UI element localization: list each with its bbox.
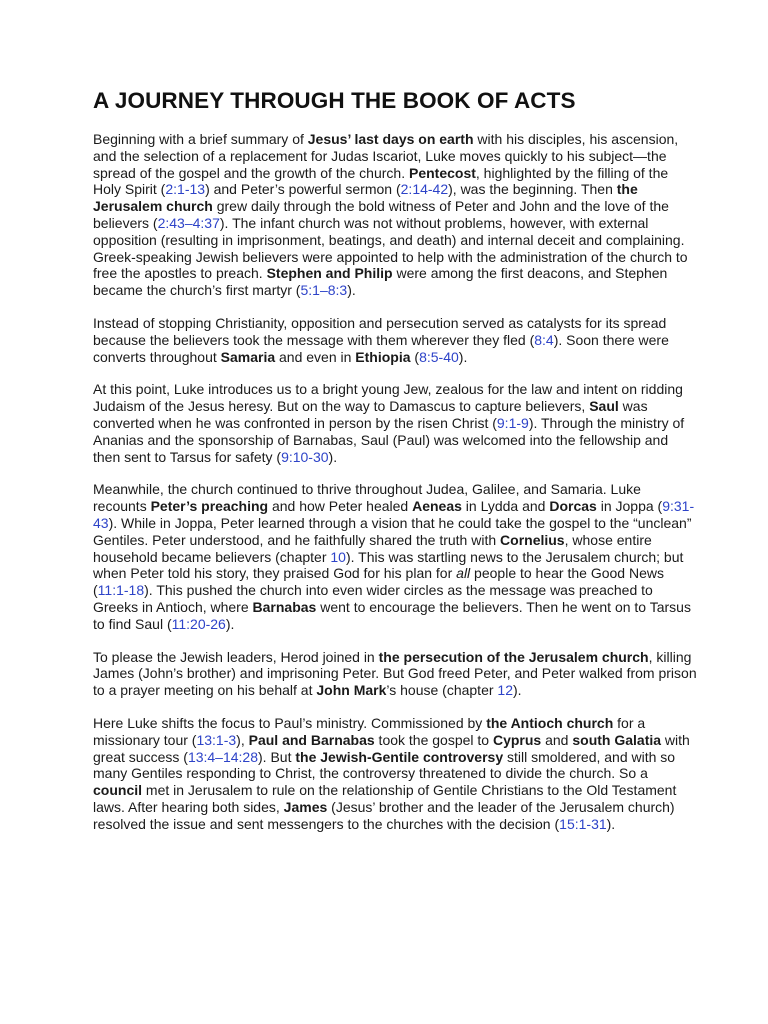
- bold-phrase: John Mark: [316, 682, 387, 699]
- paragraph: [93, 315, 698, 365]
- bold-phrase: Peter’s preaching: [150, 498, 269, 515]
- bold-phrase: Aeneas: [412, 498, 462, 515]
- paragraph-text: grew daily through the bold witness of Peter and John and the love of the believers (: [93, 198, 669, 231]
- paragraph-text: ). Through the ministry of Ananias and the sponsorship of Barnabas, Saul (Paul) was welcomed into the fellowship and then sent to Tarsus for safety (: [93, 414, 685, 465]
- paragraph: [93, 381, 698, 465]
- paragraph-text: was converted when he was confronted in person by the risen Christ (: [93, 398, 648, 431]
- bold-phrase: Cyprus: [492, 731, 542, 748]
- bold-phrase: Pentecost: [408, 164, 476, 181]
- bold-phrase: the Jerusalem church: [93, 181, 638, 215]
- paragraph-text: , highlighted by the filling of the Holy Spirit (: [93, 164, 669, 198]
- paragraph-text: , whose entire household became believers (chapter: [93, 531, 652, 565]
- paragraph-text: Meanwhile, the church continued to thrive throughout Judea, Galilee, and Samaria. Luke recounts: [93, 481, 641, 515]
- paragraph-text: ).: [225, 615, 235, 632]
- scripture-reference-link[interactable]: 5:1–8:3: [300, 282, 348, 299]
- paragraph-text: and even in: [275, 348, 356, 365]
- bold-phrase: Barnabas: [252, 598, 317, 615]
- scripture-reference-link[interactable]: 9:1-9: [496, 414, 529, 431]
- paragraph-text: ’s house (chapter: [386, 682, 498, 699]
- italic-phrase: all: [456, 565, 471, 582]
- scripture-reference-link[interactable]: 9:31-43: [93, 498, 695, 531]
- scripture-reference-link[interactable]: 15:1-31: [559, 815, 607, 832]
- scripture-reference-link[interactable]: 8:4: [534, 331, 554, 348]
- paragraph-text: ). Soon there were converts throughout: [93, 331, 669, 365]
- paragraph-text: ).: [512, 682, 522, 699]
- paragraph: [93, 481, 698, 632]
- paragraph-text: in Joppa (: [596, 498, 663, 515]
- paragraph-text: met in Jerusalem to rule on the relationship of Gentile Christians to the Old Testament laws. After hearing both sides,: [93, 782, 677, 815]
- paragraph: [93, 715, 698, 833]
- scripture-reference-link[interactable]: 13:1-3: [196, 731, 237, 748]
- paragraph: [93, 649, 698, 699]
- paragraph-text: Instead of stopping Christianity, opposition and persecution served as catalysts for its spread because the believers took the message with them wherever they fled (: [93, 314, 667, 348]
- scripture-reference-link[interactable]: 11:1-18: [97, 582, 145, 599]
- paragraph-text: ), was the beginning. Then: [448, 181, 617, 198]
- paragraph-text: ).: [328, 448, 338, 465]
- scripture-reference-link[interactable]: 2:43–4:37: [157, 214, 220, 231]
- paragraph: [93, 131, 698, 299]
- scripture-reference-link[interactable]: 10: [330, 548, 346, 565]
- scripture-reference-link[interactable]: 8:5-40: [419, 348, 459, 365]
- bold-phrase: Saul: [589, 398, 619, 415]
- paragraph-text: people to hear the Good News (: [93, 565, 664, 599]
- document-body: [93, 131, 698, 832]
- bold-phrase: Cornelius: [500, 531, 565, 548]
- bold-phrase: Stephen and Philip: [266, 265, 393, 282]
- paragraph-text: Here Luke shifts the focus to Paul’s ministry. Commissioned by: [93, 714, 487, 731]
- paragraph-text: were among the first deacons, and Stephen became the church’s first martyr (: [93, 265, 668, 299]
- scripture-reference-link[interactable]: 2:14-42: [400, 181, 449, 198]
- paragraph-text: (: [410, 348, 420, 365]
- bold-phrase: council: [93, 782, 143, 799]
- paragraph-text: ).: [347, 282, 356, 299]
- bold-phrase: the Jewish-Gentile controversy: [295, 748, 504, 765]
- paragraph-text: ) and Peter’s powerful sermon (: [205, 181, 401, 198]
- scripture-reference-link[interactable]: 12: [497, 682, 513, 699]
- paragraph-text: and: [541, 731, 573, 748]
- paragraph-text: with great success (: [93, 731, 690, 765]
- bold-phrase: south Galatia: [572, 731, 662, 748]
- paragraph-text: in Lydda and: [461, 498, 550, 515]
- bold-phrase: Ethiopia: [355, 348, 411, 365]
- paragraph-text: ). But: [258, 748, 296, 765]
- paragraph-text: with his disciples, his ascension, and the selection of a replacement for Judas Iscariot, Luke moves quickly to his subject—the spread of the gospel and the growth of the church.: [93, 131, 679, 181]
- paragraph-text: ).: [606, 815, 616, 832]
- page-title: A JOURNEY THROUGH THE BOOK OF ACTS: [93, 88, 576, 113]
- paragraph-text: (Jesus’ brother and the leader of the Jerusalem church) resolved the issue and sent messengers to the churches with the decision (: [93, 798, 675, 832]
- bold-phrase: Samaria: [220, 348, 276, 365]
- paragraph-text: At this point, Luke introduces us to a bright young Jew, zealous for the law and intent on ridding Judaism of the Jesus heresy. But on the way to Damascus to capture believers,: [93, 381, 683, 415]
- paragraph-text: ). This was startling news to the Jerusalem church; but when Peter told his story, they praised God for his plan for: [93, 548, 684, 582]
- paragraph-text: Beginning with a brief summary of: [93, 131, 308, 147]
- paragraph-text: and how Peter healed: [268, 498, 413, 515]
- bold-phrase: the Antioch church: [486, 714, 614, 731]
- paragraph-text: for a missionary tour (: [93, 714, 646, 748]
- bold-phrase: Dorcas: [549, 498, 597, 515]
- paragraph-text: To please the Jewish leaders, Herod joined in: [93, 648, 379, 665]
- bold-phrase: Jesus’ last days on earth: [307, 131, 474, 147]
- scripture-reference-link[interactable]: 9:10-30: [281, 448, 329, 465]
- bold-phrase: Paul and Barnabas: [248, 731, 375, 748]
- paragraph-text: still smoldered, and with so many Gentiles responding to Christ, the controversy threatened to divide the church. So a: [93, 748, 676, 782]
- scripture-reference-link[interactable]: 2:1-13: [165, 181, 206, 198]
- bold-phrase: James: [283, 798, 328, 815]
- paragraph-text: , killing James (John’s brother) and imprisoning Peter. But God freed Peter, and Peter walked from prison to a prayer meeting on his behalf at: [93, 648, 697, 699]
- paragraph-text: ).: [458, 348, 468, 365]
- scripture-reference-link[interactable]: 11:20-26: [171, 615, 226, 632]
- paragraph-text: went to encourage the believers. Then he went on to Tarsus to find Saul (: [93, 598, 691, 632]
- scripture-reference-link[interactable]: 13:4–14:28: [187, 748, 259, 765]
- paragraph-text: took the gospel to: [374, 731, 493, 748]
- paragraph-text: ). This pushed the church into even wider circles as the message was preached to Greeks in Antioch, where: [93, 582, 653, 615]
- paragraph-text: ),: [236, 731, 249, 748]
- paragraph-text: ). While in Joppa, Peter learned through a vision that he could take the gospel to the “unclean” Gentiles. Peter understood, and he faithfully shared the truth with: [93, 514, 692, 548]
- bold-phrase: the persecution of the Jerusalem church: [378, 648, 649, 665]
- paragraph-text: ). The infant church was not without problems, however, with external opposition (resulting in imprisonment, beatings, and death) and internal deceit and complaining. Greek-speaking Jewish believers were appointed to help with the administration of the church to free the apostles to preach.: [93, 214, 688, 282]
